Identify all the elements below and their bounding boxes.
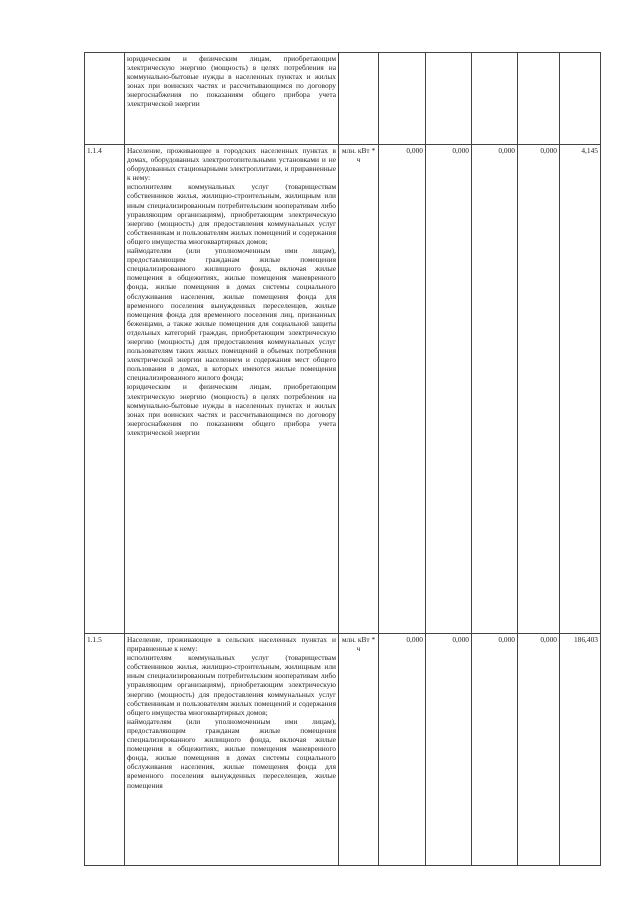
row-description xyxy=(125,634,339,866)
value-cell xyxy=(518,53,560,145)
unit-cell: млн. кВт * ч xyxy=(339,145,379,634)
unit-cell xyxy=(339,53,379,145)
paragraph: наймодателям (или уполномоченным ими лицам), предоставляющим гражданам жилые помещения специализированного жилищного фонда, включая жилые помещения в общежитиях, жилые помещения маневренного фонда, жилые помещения в домах системы социального обслуживания населения, жилые помещения фонда для временного поселения вынужденных переселенцев, жилые помещения xyxy=(127,716,336,790)
value-cell: 186,403 xyxy=(560,634,601,866)
tariff-table xyxy=(84,52,601,866)
value-cell: 0,000 xyxy=(518,634,560,866)
row-number: 1.1.5 xyxy=(85,634,125,866)
value-cell xyxy=(472,53,518,145)
paragraph: юридическим и физическим лицам, приобретающим электрическую энергию (мощность) в целях потребления на коммунально-бытовые нужды в населенных пунктах и жилых зонах при воинских частях и рассчитывающимся по договору энергоснабжения по показаниям общего прибора учета электрической энергии xyxy=(127,382,336,437)
value-cell xyxy=(426,53,472,145)
value-cell xyxy=(560,53,601,145)
row-description xyxy=(125,145,339,634)
value-cell xyxy=(379,53,426,145)
value-cell: 0,000 xyxy=(518,145,560,634)
value-cell: 0,000 xyxy=(472,145,518,634)
row-description xyxy=(125,53,339,145)
row-number xyxy=(85,53,125,145)
table-row xyxy=(85,53,601,145)
paragraph: Население, проживающее в городских населенных пунктах в домах, оборудованных электроотопительными установками и не оборудованных стационарными электроплитами, и приравненные к нему: xyxy=(127,146,336,183)
table-row xyxy=(85,145,601,634)
paragraph: исполнителям коммунальных услуг (товариществам собственников жилья, жилищно-строительным, жилищным или иным специализированным потребительским кооперативам либо управляющим организациям), приобретающим электрическую энергию (мощность) для предоставления коммунальных услуг собственникам и пользователям жилых помещений и содержания общего имущества многоквартирных домов; xyxy=(127,182,336,246)
paragraph: наймодателям (или уполномоченным ими лицам), предоставляющим гражданам жилые помещения специализированного жилищного фонда, включая жилые помещения в общежитиях, жилые помещения маневренного фонда, жилые помещения в домах системы социального обслуживания населения, жилые помещения фонда для временного поселения вынужденных переселенцев, жилые помещения фонда для временного поселения лиц, признанных беженцами, а также жилые помещения для социальной защиты отдельных категорий граждан, приобретающим электрическую энергию (мощность) для предоставления коммунальных услуг пользователям таких жилых помещений в объемах потребления электрической энергии населением и содержания мест общего пользования в домах, в которых имеются жилые помещения специализированного жилого фонда; xyxy=(127,246,336,383)
value-cell: 0,000 xyxy=(379,145,426,634)
value-cell: 0,000 xyxy=(472,634,518,866)
value-cell: 0,000 xyxy=(426,634,472,866)
paragraph: Население, проживающее в сельских населенных пунктах и приравненные к нему: xyxy=(127,635,336,654)
paragraph: юридическим и физическим лицам, приобретающим электрическую энергию (мощность) в целях потребления на коммунально-бытовые нужды в населенных пунктах и жилых зонах при воинских частях и рассчитывающимся по договору энергоснабжения по показаниям общего прибора учета электрической энергии xyxy=(127,54,336,109)
row-number: 1.1.4 xyxy=(85,145,125,634)
value-cell: 0,000 xyxy=(379,634,426,866)
value-cell: 0,000 xyxy=(426,145,472,634)
table-row xyxy=(85,634,601,866)
paragraph: исполнителям коммунальных услуг (товариществам собственников жилья, жилищно-строительным, жилищным или иным специализированным потребительским кооперативам либо управляющим организациям), приобретающим электрическую энергию (мощность) для предоставления коммунальных услуг собственникам и пользователям жилых помещений и содержания общего имущества многоквартирных домов; xyxy=(127,653,336,717)
unit-cell: млн. кВт * ч xyxy=(339,634,379,866)
value-cell: 4,145 xyxy=(560,145,601,634)
